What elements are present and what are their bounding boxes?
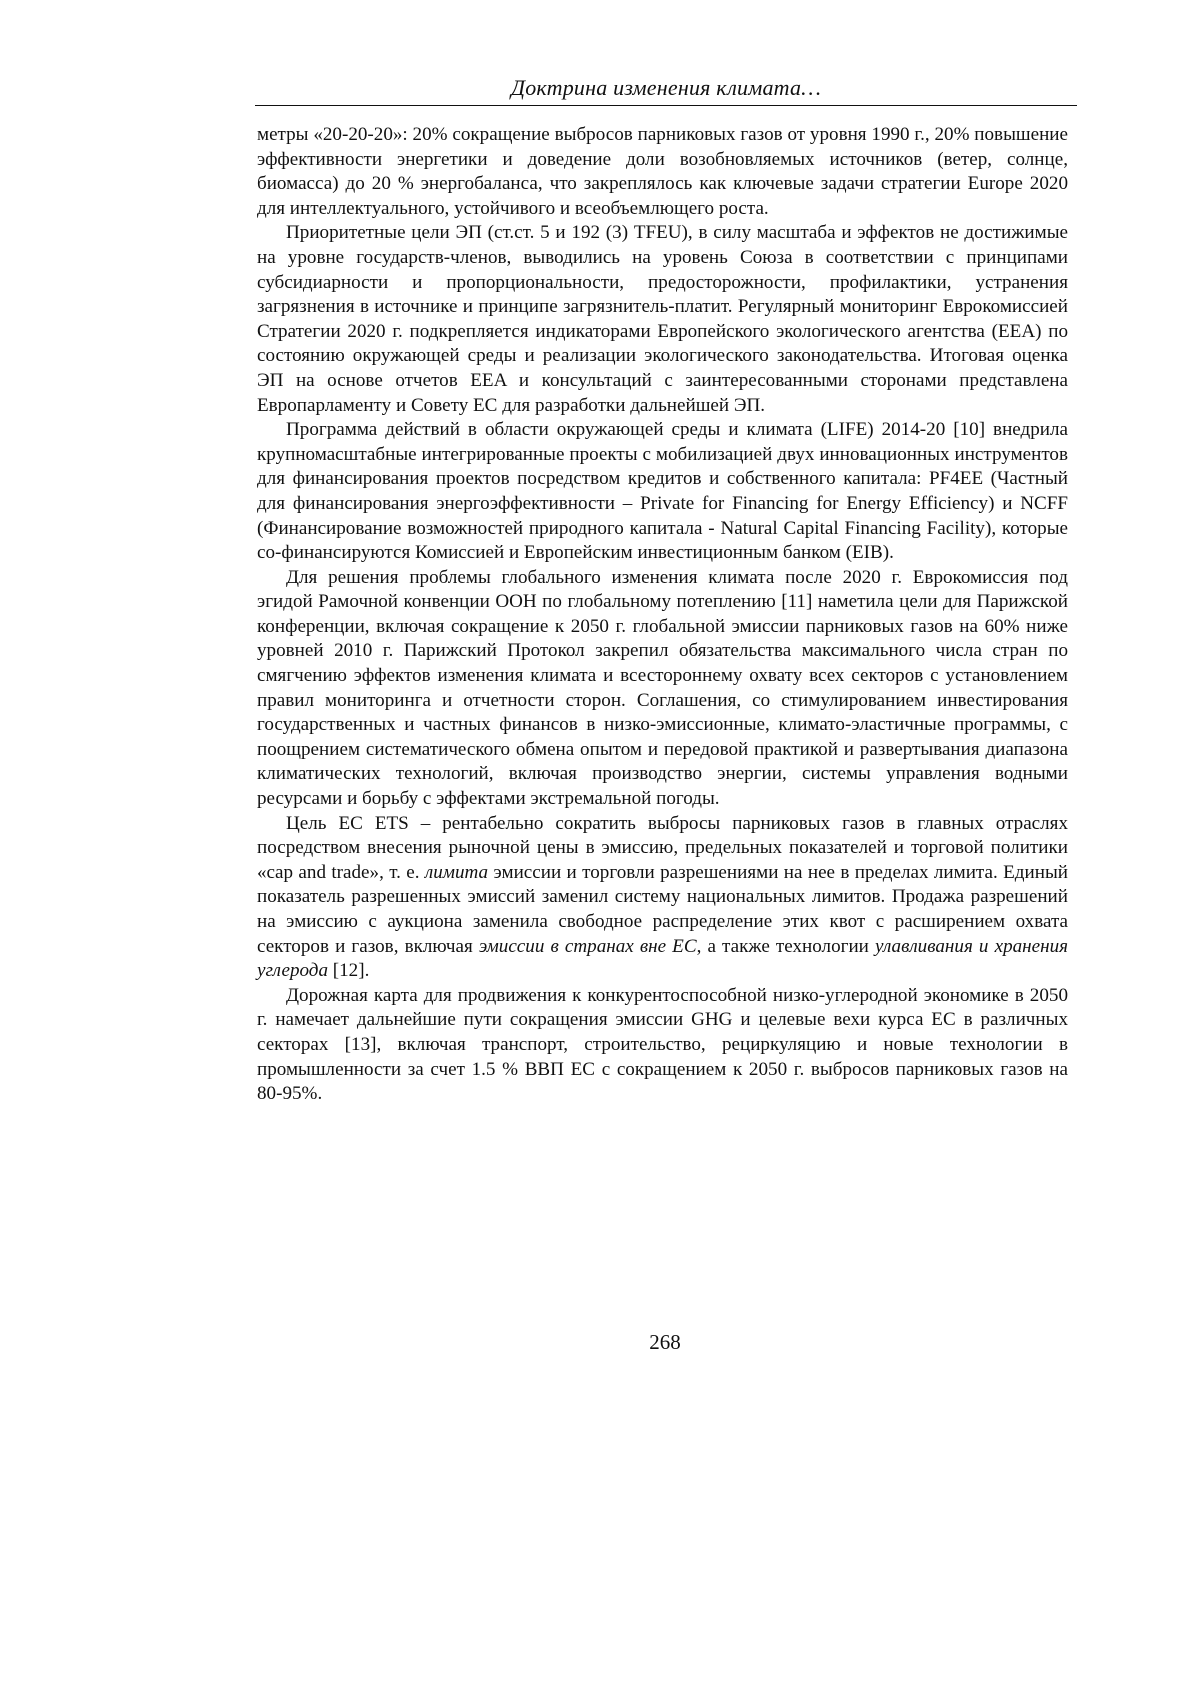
header-rule [255, 105, 1077, 106]
page-number: 268 [649, 1330, 681, 1354]
text-run: Для решения проблемы глобального изменения климата после 2020 г. Еврoкомиссия под эгидой Рамочной конвенции ООН по глобальному потеплению [11] наметила цели для Парижской конференции, включая сокращение к 2050 г. глобальной эмиссии парниковых газов на 60% ниже уровней 2010 г. Парижский Протокол закрепил обязательства максимального числа стран по смягчению эффектов изменения климата и всестороннему охвату всех секторов с установлением правил мониторинга и отчетности сторон. Соглашения, со стимулированием инвестирования государственных и частных финансов в низко-эмиссионные, климато-эластичные программы, с поощрением систематического обмена опытом и передовой практикой и развертывания диапазона климатических технологий, включая производство энергии, системы управления водными ресурсами и борьбу с эффектами экстремальной погоды. [257, 566, 1068, 810]
text-run: метры «20-20-20»: 20% сокращение выбросов парниковых газов от уровня 1990 г., 20% повышение эффективности энергетики и доведение доли возобновляемых источников (ветер, солнце, биомасса) до 20 % энергобаланса, что закреплялось как ключевые задачи стратегии Europe 2020 для интеллектуального, устойчивого и всеобъемлющего роста. [257, 124, 1068, 219]
italic-term: лимита [424, 861, 489, 883]
paragraph [257, 418, 1068, 566]
paragraph [257, 812, 1068, 984]
running-title: Доктрина изменения климата… [511, 75, 821, 100]
text-run: Цель EC ETS – рентабельно сократить выбросы парниковых газов в главных отраслях посредством внесения рыночной цены в эмиссию, предельных показателей и торговой политики «cap and trade», т. е. [257, 812, 1068, 883]
paragraph [257, 984, 1068, 1107]
text-run: , а также технологии [696, 935, 875, 957]
italic-term: эмиссии в странах вне ЕС [478, 935, 697, 957]
text-run: эмиссии и торговли разрешениями на нее в пределах лимита. Единый показатель разрешенных эмиссий заменил систему национальных лимитов. Продажа разрешений на эмиссию с аукциона заменила свободное распределение этих квот с расширением охвата секторов и газов, включая [257, 861, 1068, 957]
paragraph [257, 221, 1068, 418]
italic-term: улавливания и хранения углерода [257, 935, 1069, 982]
text-run: [12]. [328, 960, 370, 982]
paragraph [257, 566, 1068, 812]
text-run: Дорожная карта для продвижения к конкурентоспособной низко-углеродной экономике в 2050 г. намечает дальнейшие пути сокращения эмиссии GHG и целевые вехи курса ЕС в различных секторах [13], включая транспорт, строительство, рециркуляцию и новые технологии в промышленности за счет 1.5 % ВВП ЕС с сокращением к 2050 г. выбросов парниковых газов на 80-95%. [257, 984, 1068, 1105]
paragraph [257, 123, 1068, 221]
text-run: Приоритетные цели ЭП (ст.ст. 5 и 192 (3) TFEU), в силу масштаба и эффектов не достижимые на уровне государств-членов, выводились на уровень Союза в соответствии с принципами субсидиарности и пропорциональности, предосторожности, профилактики, устранения загрязнения в источнике и принципе загрязнитель-платит. Регулярный мониторинг Еврокомиссией Стратегии 2020 г. подкрепляется индикаторами Европейского экологического агентства (EEA) по состоянию окружающей среды и реализации экологического законодательства. Итоговая оценка ЭП на основе отчетов EEA и консультаций с заинтересованными сторонами представлена Европарламенту и Совету ЕС для разработки дальнейшей ЭП. [257, 222, 1068, 416]
text-run: Программа действий в области окружающей среды и климата (LIFE) 2014-20 [10] внедрила крупномасштабные интегрированные проекты с мобилизацией двух инновационных инструментов для финансирования проектов посредством кредитов и собственного капитала: PF4EE (Частный для финансирования энергоэффективности – Private for Financing for Energy Efficiency) и NCFF (Финансирование возможностей природного капитала - Natural Capital Financing Facility), которые со-финансируются Комиссией и Европейским инвестиционным банком (EIB). [257, 419, 1068, 564]
body-text [257, 123, 1068, 1107]
